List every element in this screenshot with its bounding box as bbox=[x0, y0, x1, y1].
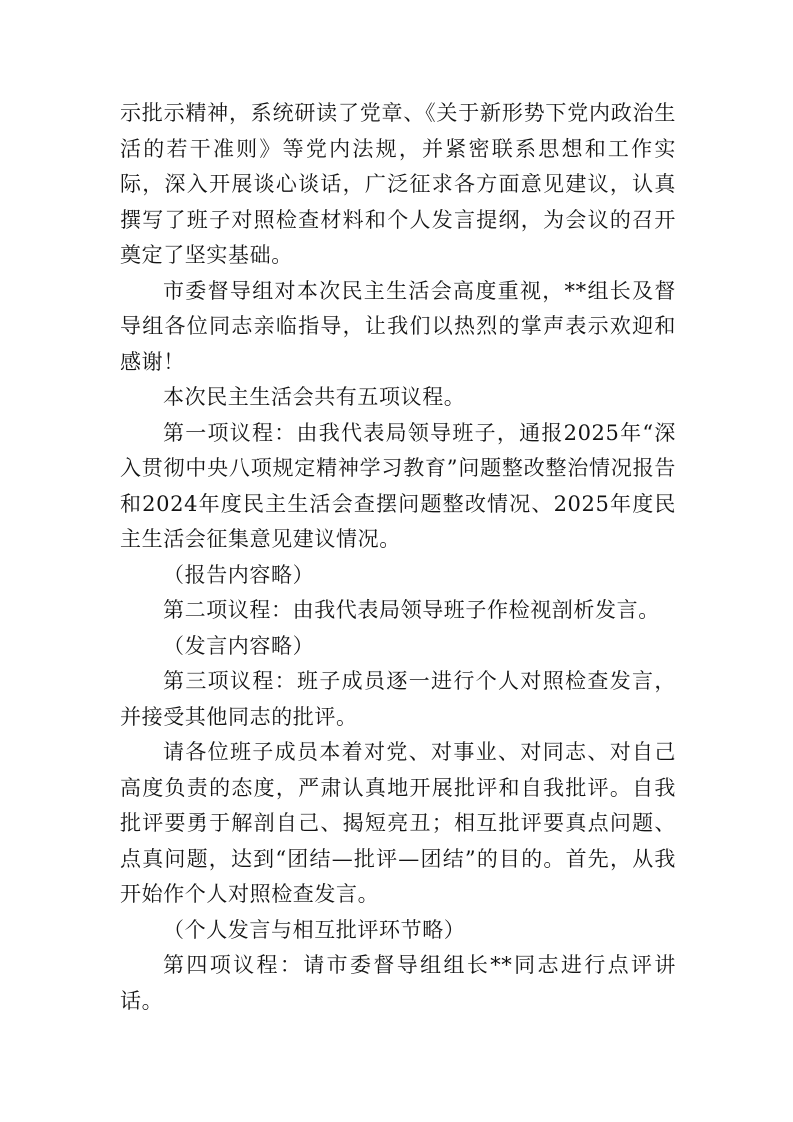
paragraph-note-report: （报告内容略） bbox=[163, 562, 315, 587]
paragraph-criticism-guidance: 请各位班子成员本着对党、对事业、对同志、对自己高度负责的态度，严肃认真地开展批评和自我批评。自我批评要勇于解剖自己、揭短亮丑；相互批评要真点问题、点真问题，达到“团结—批评—团结”的目的。首先，从我开始作个人对照检查发言。 bbox=[120, 740, 676, 906]
paragraph-welcome: 市委督导组对本次民主生活会高度重视，**组长及督导组各位同志亲临指导，让我们以热烈的掌声表示欢迎和感谢！ bbox=[120, 278, 676, 374]
paragraph-agenda-3: 第三项议程：班子成员逐一进行个人对照检查发言，并接受其他同志的批评。 bbox=[120, 669, 676, 729]
paragraph-agenda-4: 第四项议程：请市委督导组组长**同志进行点评讲话。 bbox=[120, 953, 676, 1013]
paragraph-continued: 示批示精神，系统研读了党章、《关于新形势下党内政治生活的若干准则》等党内法规，并紧密联系思想和工作实际，深入开展谈心谈话，广泛征求各方面意见建议，认真撰写了班子对照检查材料和个人发言提纲，为会议的召开奠定了坚实基础。 bbox=[120, 101, 676, 267]
paragraph-agenda-intro: 本次民主生活会共有五项议程。 bbox=[163, 385, 466, 409]
paragraph-note-speech: （发言内容略） bbox=[163, 633, 315, 658]
document-body bbox=[120, 96, 676, 1019]
paragraph-agenda-1: 第一项议程：由我代表局领导班子，通报2025年“深入贯彻中央八项规定精神学习教育”问题整改整治情况报告和2024年度民主生活会查摆问题整改情况、2025年度民主生活会征集意见建议情况。 bbox=[120, 420, 676, 551]
paragraph-note-criticism: （个人发言与相互批评环节略） bbox=[163, 917, 466, 942]
paragraph-agenda-2: 第二项议程：由我代表局领导班子作检视剖析发言。 bbox=[163, 598, 660, 622]
